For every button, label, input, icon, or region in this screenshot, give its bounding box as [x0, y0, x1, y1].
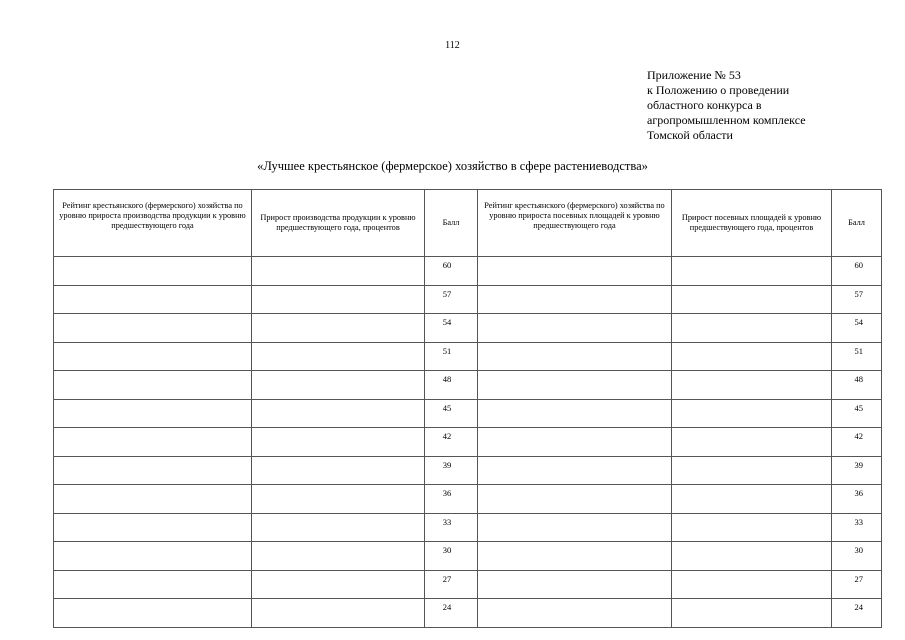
cell-score-left: 39	[425, 456, 478, 485]
cell-production-rating	[54, 428, 252, 457]
cell-production-growth	[252, 428, 425, 457]
cell-score-right: 51	[832, 342, 882, 371]
table-row	[54, 599, 882, 628]
appendix-line: областного конкурса в	[647, 98, 762, 112]
cell-production-growth	[252, 485, 425, 514]
cell-area-rating	[478, 570, 672, 599]
cell-production-rating	[54, 599, 252, 628]
cell-score-right: 45	[832, 399, 882, 428]
table-row	[54, 342, 882, 371]
header-area-rating: Рейтинг крестьянского (фермерского) хозяйства по уровню прироста посевных площадей к уровню предшествующего года	[478, 190, 672, 257]
cell-production-growth	[252, 257, 425, 286]
cell-production-growth	[252, 542, 425, 571]
cell-area-rating	[478, 456, 672, 485]
header-production-rating: Рейтинг крестьянского (фермерского) хозяйства по уровню прироста производства продукции к уровню предшествующего года	[54, 190, 252, 257]
appendix-line: агропромышленном комплексе	[647, 113, 806, 127]
cell-area-rating	[478, 314, 672, 343]
cell-production-rating	[54, 371, 252, 400]
cell-score-right: 36	[832, 485, 882, 514]
table-header-row	[54, 190, 882, 257]
cell-score-left: 57	[425, 285, 478, 314]
cell-score-left: 24	[425, 599, 478, 628]
cell-production-rating	[54, 570, 252, 599]
cell-production-rating	[54, 399, 252, 428]
cell-score-right: 48	[832, 371, 882, 400]
cell-production-growth	[252, 570, 425, 599]
appendix-line: Томской области	[647, 128, 733, 142]
cell-production-growth	[252, 599, 425, 628]
cell-area-growth	[672, 371, 832, 400]
cell-score-left: 36	[425, 485, 478, 514]
cell-area-growth	[672, 485, 832, 514]
cell-score-right: 54	[832, 314, 882, 343]
cell-production-rating	[54, 456, 252, 485]
cell-score-left: 48	[425, 371, 478, 400]
cell-score-left: 60	[425, 257, 478, 286]
header-score: Балл	[832, 190, 882, 257]
cell-production-rating	[54, 342, 252, 371]
cell-area-rating	[478, 371, 672, 400]
cell-score-left: 51	[425, 342, 478, 371]
cell-area-growth	[672, 513, 832, 542]
cell-production-growth	[252, 314, 425, 343]
cell-score-left: 33	[425, 513, 478, 542]
cell-area-growth	[672, 285, 832, 314]
table-row	[54, 570, 882, 599]
table-row	[54, 485, 882, 514]
cell-production-growth	[252, 342, 425, 371]
cell-production-growth	[252, 456, 425, 485]
table-row	[54, 285, 882, 314]
cell-production-growth	[252, 371, 425, 400]
cell-area-growth	[672, 399, 832, 428]
document-title: «Лучшее крестьянское (фермерское) хозяйство в сфере растениеводства»	[257, 159, 648, 173]
header-production-growth: Прирост производства продукции к уровню предшествующего года, процентов	[252, 190, 425, 257]
cell-production-rating	[54, 257, 252, 286]
appendix-line: к Положению о проведении	[647, 83, 790, 97]
cell-score-left: 54	[425, 314, 478, 343]
rating-table	[53, 189, 882, 628]
cell-area-growth	[672, 428, 832, 457]
cell-score-right: 57	[832, 285, 882, 314]
cell-production-growth	[252, 285, 425, 314]
cell-production-growth	[252, 513, 425, 542]
table-body	[54, 257, 882, 628]
cell-score-right: 33	[832, 513, 882, 542]
cell-score-left: 27	[425, 570, 478, 599]
cell-area-rating	[478, 485, 672, 514]
table-row	[54, 542, 882, 571]
cell-area-rating	[478, 428, 672, 457]
table-row	[54, 314, 882, 343]
cell-area-rating	[478, 342, 672, 371]
cell-score-left: 30	[425, 542, 478, 571]
cell-area-growth	[672, 542, 832, 571]
appendix-line: Приложение № 53	[647, 68, 741, 82]
cell-production-rating	[54, 485, 252, 514]
cell-area-growth	[672, 257, 832, 286]
table-row	[54, 456, 882, 485]
cell-area-growth	[672, 599, 832, 628]
cell-score-right: 39	[832, 456, 882, 485]
page-number: 112	[445, 40, 460, 51]
cell-area-growth	[672, 456, 832, 485]
table-row	[54, 513, 882, 542]
table-row	[54, 428, 882, 457]
appendix-reference	[647, 68, 806, 143]
header-score: Балл	[425, 190, 478, 257]
cell-production-rating	[54, 542, 252, 571]
cell-area-growth	[672, 570, 832, 599]
cell-production-rating	[54, 285, 252, 314]
cell-score-right: 42	[832, 428, 882, 457]
cell-area-rating	[478, 542, 672, 571]
cell-area-rating	[478, 513, 672, 542]
cell-score-right: 27	[832, 570, 882, 599]
cell-area-growth	[672, 314, 832, 343]
cell-area-rating	[478, 399, 672, 428]
table-row	[54, 371, 882, 400]
cell-score-right: 30	[832, 542, 882, 571]
cell-score-right: 24	[832, 599, 882, 628]
cell-production-rating	[54, 513, 252, 542]
cell-production-rating	[54, 314, 252, 343]
cell-area-rating	[478, 285, 672, 314]
header-area-growth: Прирост посевных площадей к уровню предшествующего года, процентов	[672, 190, 832, 257]
cell-production-growth	[252, 399, 425, 428]
cell-score-left: 45	[425, 399, 478, 428]
cell-area-growth	[672, 342, 832, 371]
table-row	[54, 399, 882, 428]
table-row	[54, 257, 882, 286]
cell-score-right: 60	[832, 257, 882, 286]
cell-area-rating	[478, 257, 672, 286]
cell-area-rating	[478, 599, 672, 628]
cell-score-left: 42	[425, 428, 478, 457]
